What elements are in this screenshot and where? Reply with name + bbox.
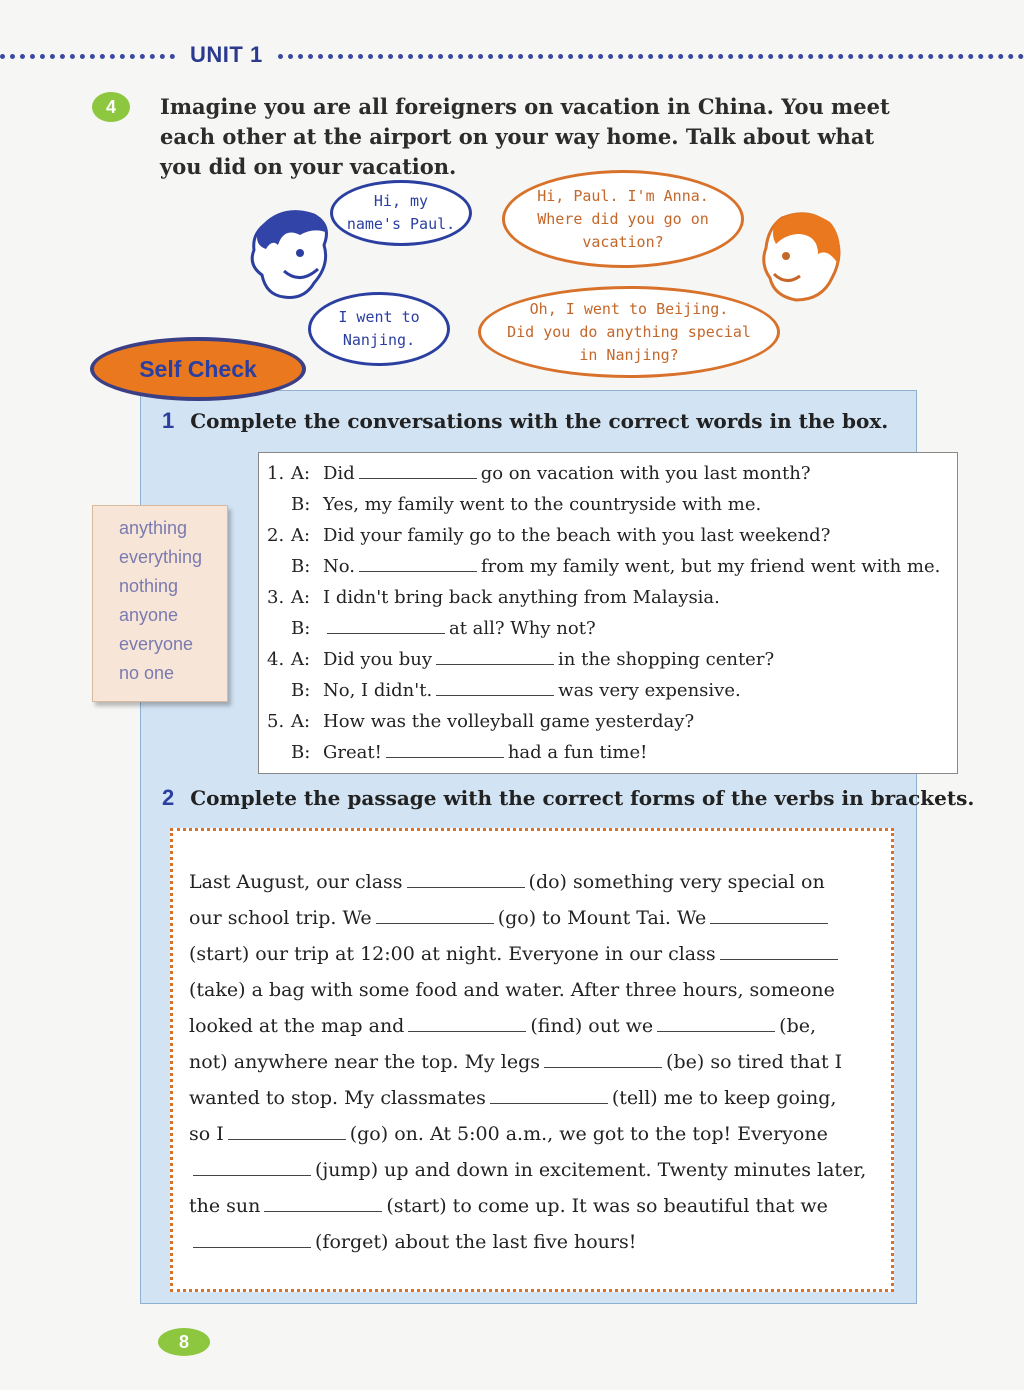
answer-blank[interactable] <box>710 909 828 924</box>
passage-line: (jump) up and down in excitement. Twenty minutes later, <box>189 1159 866 1181</box>
word-box-item: nothing <box>119 576 179 596</box>
answer-blank[interactable] <box>359 557 477 572</box>
word-box-item: everyone <box>119 634 194 654</box>
word-box-item: no one <box>119 663 175 683</box>
conversation-line: 5. A: How was the volleyball game yesterday? <box>267 711 695 732</box>
passage-line: (take) a bag with some food and water. After three hours, someone <box>189 979 835 1001</box>
word-box-item: anything <box>119 518 188 538</box>
word-box <box>92 505 228 702</box>
q1-number: 1 <box>162 408 175 433</box>
answer-blank[interactable] <box>436 681 554 696</box>
conversation-line: B: No. from my family went, but my friend went with me. <box>291 556 941 577</box>
conversation-line: 3. A: I didn't bring back anything from Malaysia. <box>267 587 720 608</box>
word-box-item: anyone <box>119 605 179 625</box>
header-dots-right <box>278 54 1024 59</box>
word-box-item: everything <box>119 547 203 567</box>
activity-instruction: Imagine you are all foreigners on vacation in China. You meet each other at the airport on your way home. Talk about what you did on your vacation. <box>160 94 890 179</box>
answer-blank[interactable] <box>264 1197 382 1212</box>
passage-line: our school trip. We (go) to Mount Tai. We <box>189 907 832 929</box>
answer-blank[interactable] <box>490 1089 608 1104</box>
answer-blank[interactable] <box>544 1053 662 1068</box>
q2-heading <box>162 785 974 811</box>
speech-bubble-paul-2: I went to Nanjing. <box>308 292 450 366</box>
boy-illustration <box>244 205 334 305</box>
q1-heading <box>162 408 888 434</box>
answer-blank[interactable] <box>359 464 477 479</box>
speech-bubble-anna-2: Oh, I went to Beijing. Did you do anything special in Nanjing? <box>478 286 780 378</box>
conversation-line: 2. A: Did your family go to the beach with you last weekend? <box>267 525 831 546</box>
self-check-label: Self Check <box>90 337 306 401</box>
answer-blank[interactable] <box>228 1125 346 1140</box>
conversation-line: B: at all? Why not? <box>291 618 596 639</box>
answer-blank[interactable] <box>720 945 838 960</box>
conversation-line: 1. A: Did go on vacation with you last month? <box>267 463 811 484</box>
conversation-line: B: Yes, my family went to the countryside with me. <box>291 494 762 515</box>
answer-blank[interactable] <box>327 619 445 634</box>
passage-box <box>170 828 894 1292</box>
speech-bubble-paul-1: Hi, my name's Paul. <box>330 180 472 246</box>
answer-blank[interactable] <box>436 650 554 665</box>
answer-blank[interactable] <box>657 1017 775 1032</box>
answer-blank[interactable] <box>376 909 494 924</box>
q2-title: Complete the passage with the correct forms of the verbs in brackets. <box>190 786 975 810</box>
answer-blank[interactable] <box>407 873 525 888</box>
passage-line: wanted to stop. My classmates (tell) me to keep going, <box>189 1087 837 1109</box>
passage-line: (start) our trip at 12:00 at night. Everyone in our class <box>189 943 842 965</box>
page-number: 8 <box>158 1328 210 1356</box>
conversation-line: B: No, I didn't. was very expensive. <box>291 680 741 701</box>
activity-number-badge: 4 <box>92 92 130 122</box>
conversation-box <box>258 452 958 774</box>
passage-line: (forget) about the last five hours! <box>189 1231 636 1253</box>
header-dots-left <box>0 54 175 59</box>
conversation-line: B: Great! had a fun time! <box>291 742 648 763</box>
conversation-line: 4. A: Did you buy in the shopping center? <box>267 649 775 670</box>
answer-blank[interactable] <box>193 1161 311 1176</box>
q2-number: 2 <box>162 785 175 810</box>
passage-line: looked at the map and (find) out we (be, <box>189 1015 817 1037</box>
answer-blank[interactable] <box>386 743 504 758</box>
passage-line: Last August, our class (do) something very special on <box>189 871 825 893</box>
girl-illustration <box>752 208 844 308</box>
q1-title: Complete the conversations with the correct words in the box. <box>190 409 889 433</box>
passage-line: so I (go) on. At 5:00 a.m., we got to the top! Everyone <box>189 1123 828 1145</box>
answer-blank[interactable] <box>193 1233 311 1248</box>
answer-blank[interactable] <box>408 1017 526 1032</box>
unit-label: UNIT 1 <box>190 42 263 67</box>
passage-line: the sun (start) to come up. It was so beautiful that we <box>189 1195 828 1217</box>
passage-line: not) anywhere near the top. My legs (be) so tired that I <box>189 1051 843 1073</box>
speech-bubble-anna-1: Hi, Paul. I'm Anna. Where did you go on vacation? <box>502 170 744 268</box>
